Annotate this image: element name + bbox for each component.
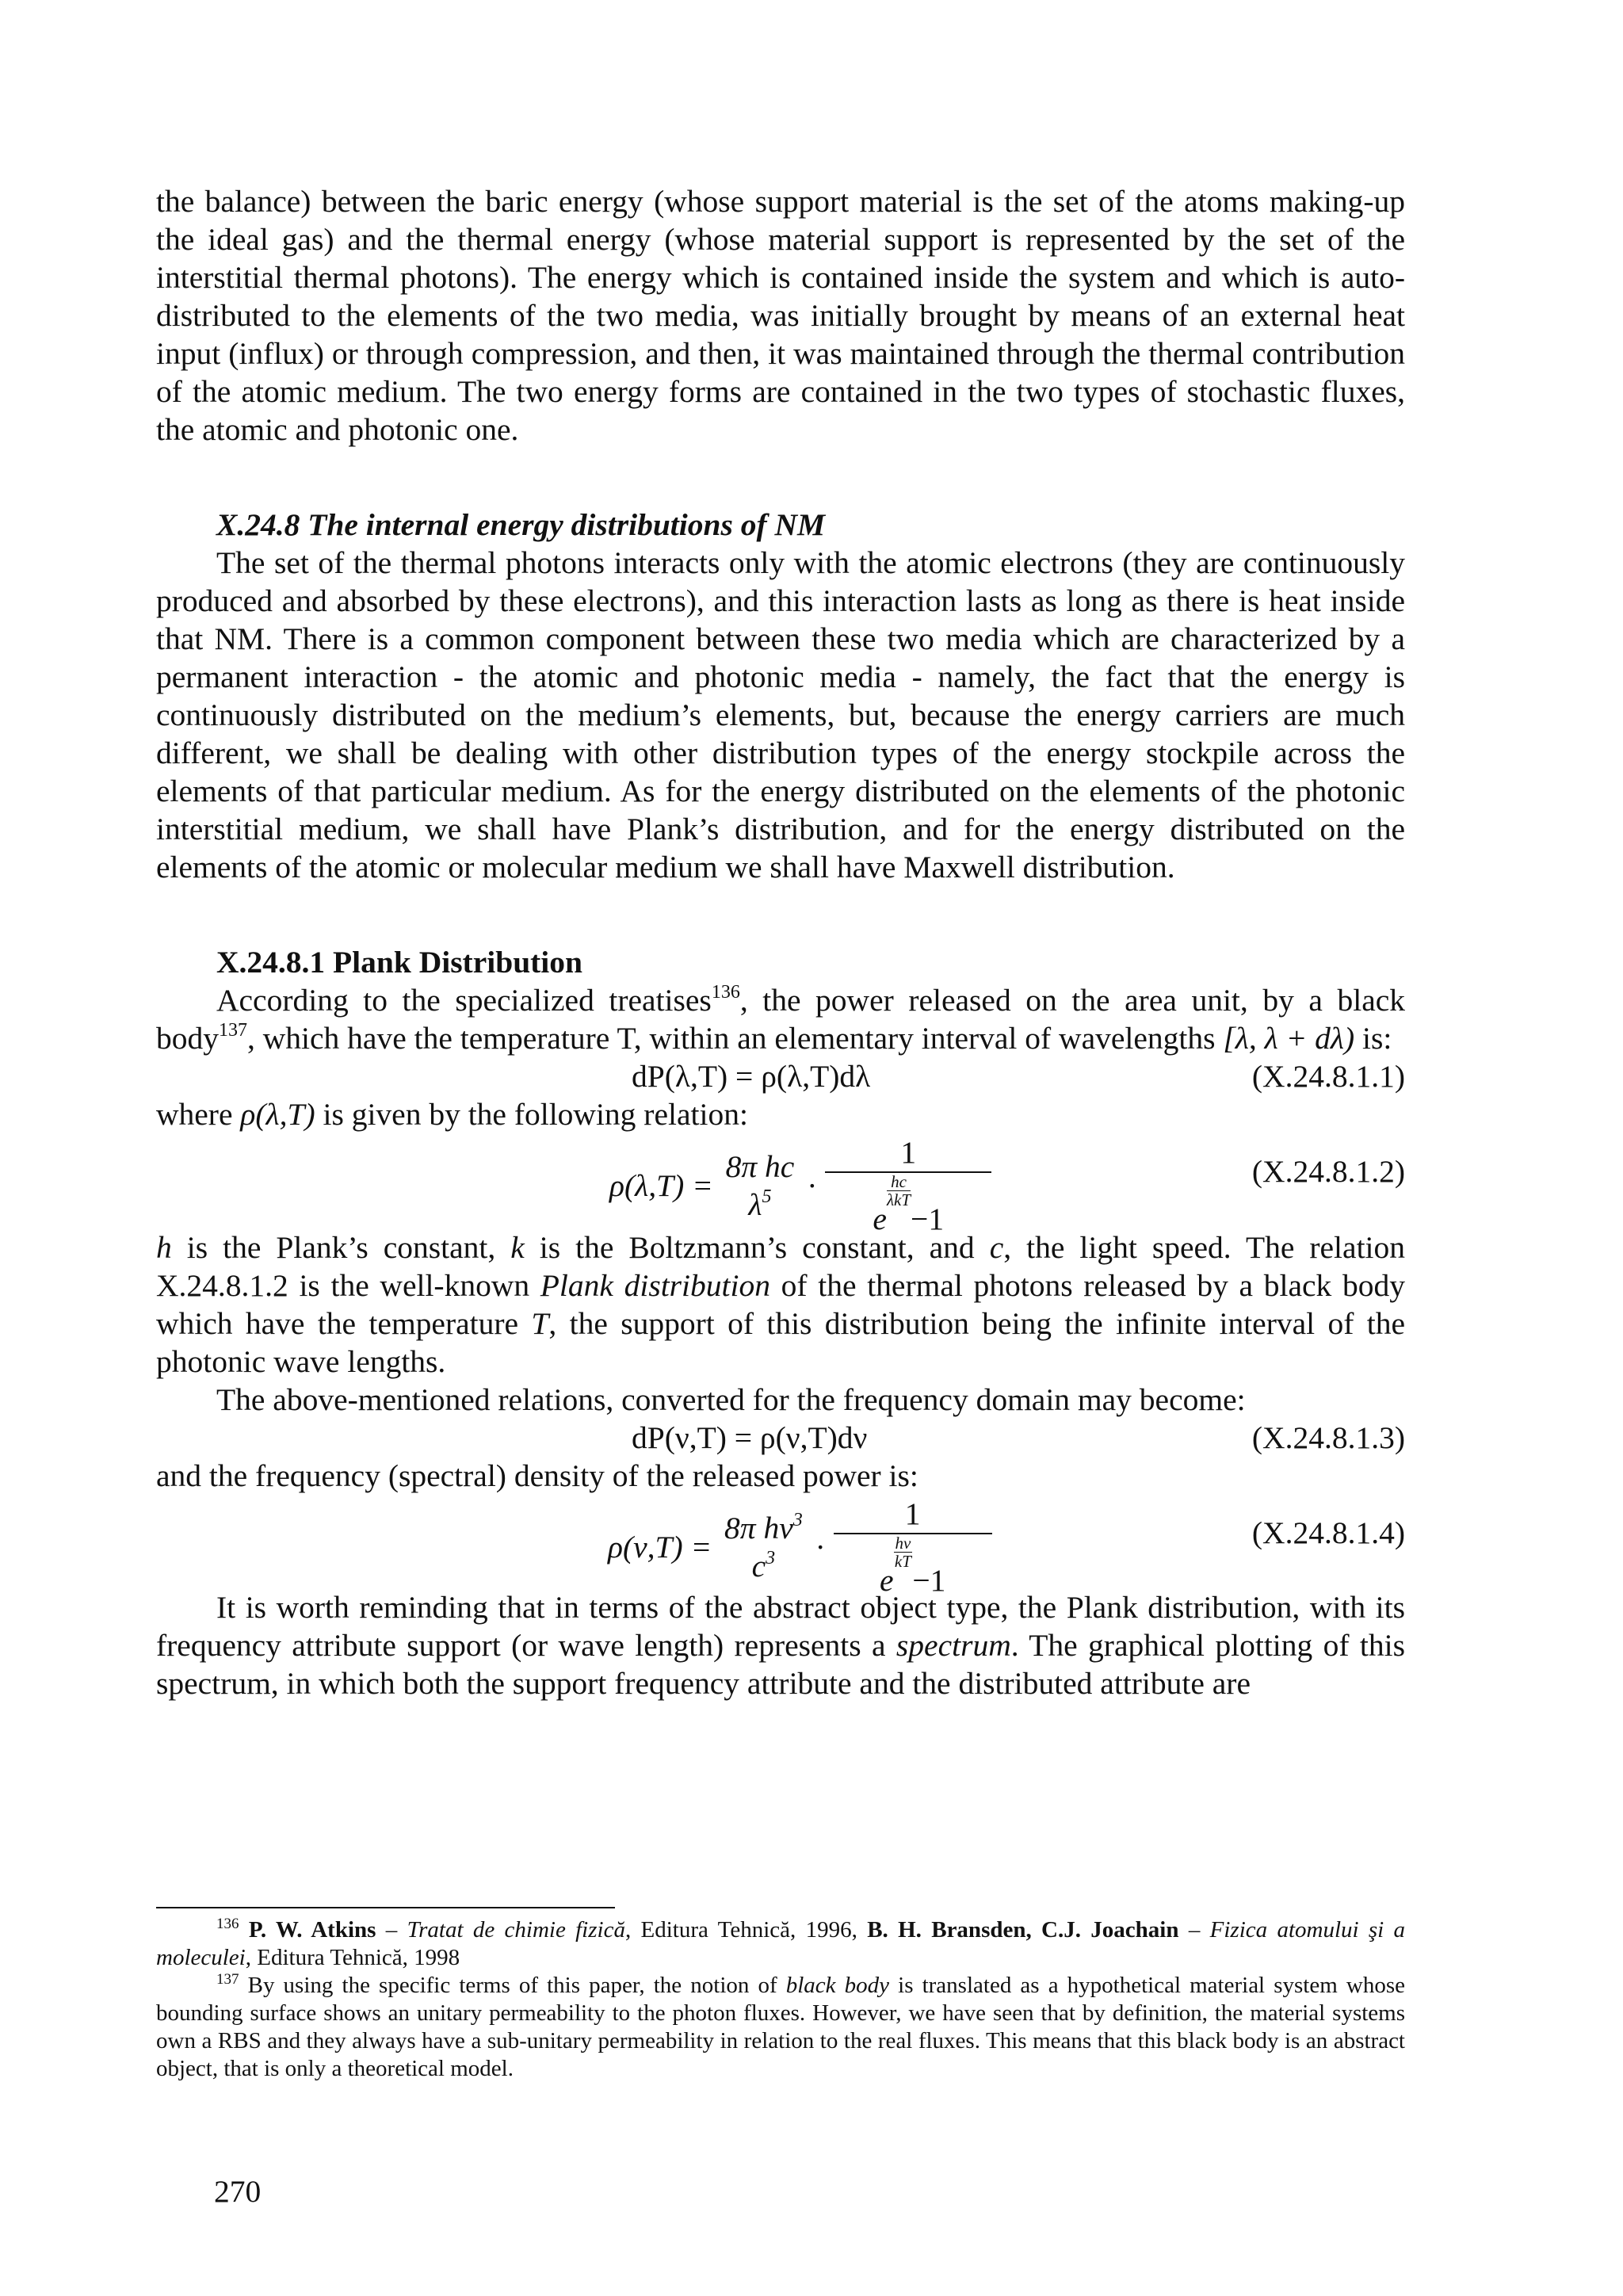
footnote-137: $^{137}$ By using the specific terms of this paper, the notion of black body is translated as a hypothetical material system whose bounding surface shows an unitary permeability to the photon fluxes. However, we have seen that by definition, the material systems own a RBS and they always have a sub-unitary permeability in relation to the real fluxes. This means that this black body is an abstract object, that is only a theoretical model. bbox=[156, 1971, 1405, 2081]
subsection-heading: X.24.8.1 Plank Distribution bbox=[216, 945, 583, 980]
footnote-ref-137: 137 bbox=[219, 1020, 247, 1041]
paragraph-intro: the balance) between the baric energy (whose support material is the set of the atoms making-up the ideal gas) and the thermal energy (whose material support is represented by the set of the interstitial thermal photons). The energy which is contained inside the system and which is auto-distributed to the elements of the two media, was initially brought by means of an external heat input (influx) or through compression, and then, it was maintained through the thermal contribution of the atomic medium. The two energy forms are contained in the two types of stochastic fluxes, the atomic and photonic one. bbox=[156, 184, 1405, 447]
paragraph-plank: According to the specialized treatises$^{136}$, the power released on the area unit, by a black body$^{137}$, which have the temperature T, within an elementary interval of wavelengths [λ, λ + dλ) is: bbox=[156, 982, 1406, 1056]
page-number: 270 bbox=[214, 2174, 262, 2209]
footnote-divider bbox=[156, 1907, 615, 1908]
equation-2-number: (X.24.8.1.2) bbox=[1251, 1154, 1405, 1189]
equation-1-number: (X.24.8.1.1) bbox=[1251, 1059, 1405, 1094]
paragraph-section: The set of the thermal photons interacts only with the atomic electrons (they are continuously produced and absorbed by these electrons), and this interaction lasts as long as there is heat inside that NM. There is a common component between these two media which are characterized by a permanent interaction - the atomic and photonic media - namely, the fact that the energy is continuously distributed on the medium’s elements, but, because the energy carriers are much different, we shall be dealing with other distribution types of the energy stockpile across the elements of that particular medium. As for the energy distributed on the elements of the photonic interstitial medium, we shall have Plank’s distribution, and for the energy distributed on the elements of the atomic or molecular medium we shall have Maxwell distribution. bbox=[156, 545, 1405, 884]
equation-1: dP(λ,T) = ρ(λ,T)dλ (X.24.8.1.1) bbox=[632, 1059, 1405, 1094]
paragraph-frequency: The above-mentioned relations, converted for the frequency domain may become: bbox=[216, 1382, 1246, 1417]
equation-4: ρ(ν,T) = 8π $h\nu^3$ $c^3$ · 1 e $\frac{h\nu}{kT}-1$ (X.24.8.1.4) bbox=[608, 1496, 1405, 1598]
section-heading: X.24.8 The internal energy distributions of NM bbox=[216, 507, 826, 542]
equation-3-number: (X.24.8.1.3) bbox=[1251, 1420, 1405, 1455]
paragraph-density: and the frequency (spectral) density of the released power is: bbox=[156, 1458, 918, 1493]
interval-expression: [λ, λ + dλ) bbox=[1223, 1021, 1355, 1056]
equation-3: dP(ν,T) = ρ(ν,T)dν (X.24.8.1.3) bbox=[632, 1420, 1405, 1455]
paragraph-constants: h is the Plank’s constant, k is the Boltzmann’s constant, and c, the light speed. The relation X.24.8.1.2 is the well-known Plank distribution of the thermal photons released by a black body which have the temperature T, the support of this distribution being the infinite interval of the photonic wave lengths. bbox=[156, 1230, 1406, 1379]
equation-2: ρ(λ,T) = 8π hc $\lambda^5$ · 1 e $\frac{hc}{\text{λkT}}-1$ (X.24.8.1.2) bbox=[609, 1135, 1405, 1236]
footnote-136: $^{136}$ P. W. Atkins – Tratat de chimie fizică, Editura Tehnică, 1996, B. H. Bransden, C.J. Joachain – Fizica atomului şi a moleculei, Editura Tehnică, 1998 bbox=[156, 1916, 1406, 1970]
page-body bbox=[156, 182, 1405, 1702]
paragraph-where: where ρ(λ,T) is given by the following relation: bbox=[156, 1097, 748, 1132]
footnotes bbox=[156, 1916, 1405, 2083]
paragraph-spectrum: It is worth reminding that in terms of the abstract object type, the Plank distribution, with its frequency attribute support (or wave length) represents a spectrum. The graphical plotting of this spectrum, in which both the support frequency attribute and the distributed attribute are bbox=[156, 1590, 1405, 1701]
footnote-ref-136: 136 bbox=[711, 982, 740, 1003]
equation-4-number: (X.24.8.1.4) bbox=[1251, 1515, 1405, 1550]
